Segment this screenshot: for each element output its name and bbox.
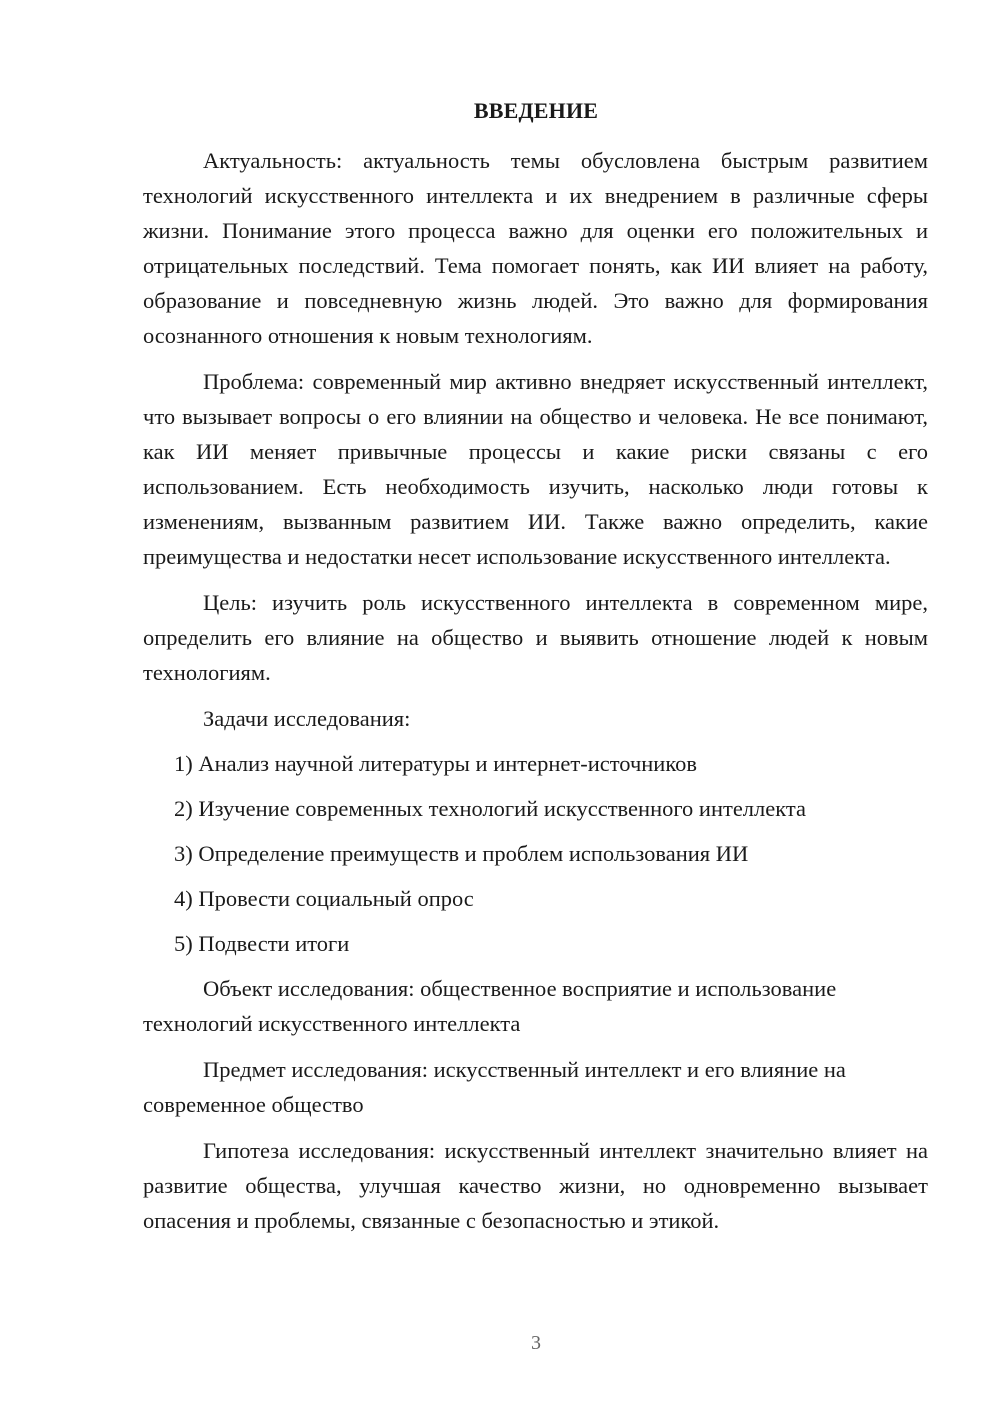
task-item: 4) Провести социальный опрос [174,886,474,911]
problem-paragraph: Проблема: современный мир активно внедряет искусственный интеллект, что вызывает вопросы о его влиянии на общество и человека. Не все понимают, как ИИ меняет привычные процессы и какие риски связаны с его использованием. Есть необходимость изучить, насколько люди готовы к изменениям, вызванным развитием ИИ. Также важно определить, какие преимущества и недостатки несет использование искусственного интеллекта. [143,369,928,569]
task-item: 3) Определение преимуществ и проблем использования ИИ [174,841,749,866]
object-paragraph: Объект исследования: общественное восприятие и использование технологий искусственного интеллекта [143,976,837,1036]
tasks-list [143,746,928,961]
goal-paragraph: Цель: изучить роль искусственного интеллекта в современном мире, определить его влияние на общество и выявить отношение людей к новым технологиям. [143,590,928,685]
page-title: ВВЕДЕНИЕ [473,98,599,123]
task-item: 5) Подвести итоги [174,931,350,956]
subject-paragraph: Предмет исследования: искусственный интеллект и его влияние на современное общество [143,1057,846,1117]
page-number: 3 [531,1332,541,1354]
task-item: 1) Анализ научной литературы и интернет-источников [174,751,698,776]
task-item: 2) Изучение современных технологий искусственного интеллекта [174,796,806,821]
hypothesis-paragraph: Гипотеза исследования: искусственный интеллект значительно влияет на развитие общества, улучшая качество жизни, но одновременно вызывает опасения и проблемы, связанные с безопасностью и этикой. [143,1138,928,1233]
document-body [143,143,928,1249]
tasks-heading: Задачи исследования: [203,706,411,731]
relevance-paragraph: Актуальность: актуальность темы обусловлена быстрым развитием технологий искусственного интеллекта и их внедрением в различные сферы жизни. Понимание этого процесса важно для оценки его положительных и отрицательных последствий. Тема помогает понять, как ИИ влияет на работу, образование и повседневную жизнь людей. Это важно для формирования осознанного отношения к новым технологиям. [143,148,928,348]
